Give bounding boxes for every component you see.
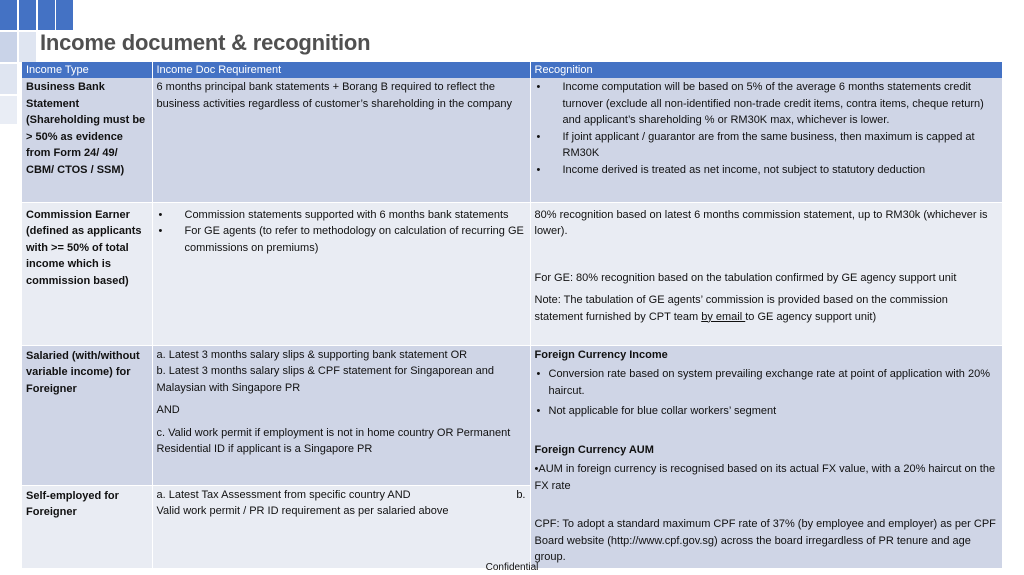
table-header-row xyxy=(22,62,1002,78)
deco-square xyxy=(0,64,17,94)
bullet-icon: • xyxy=(536,405,541,417)
doc-requirement-cell xyxy=(152,485,530,568)
bullet-icon: • xyxy=(536,368,541,380)
deco-square xyxy=(19,32,36,62)
deco-square xyxy=(38,0,55,30)
recognition-cell xyxy=(530,345,1002,568)
requirement-b-label: b. xyxy=(516,488,526,501)
requirement-c: c. Valid work permit if employment is not in home country OR Permanent Residential ID if applicant is a Singapore PR xyxy=(156,426,511,455)
list-item: • Income computation will be based on 5% of the average 6 months statements credit turnover (exclude all non-identified non-trade credit items, contra items, cheque return) and applicant’s shareholding % or RM30K max, whichever is lower. xyxy=(536,81,984,126)
email-link[interactable]: by email xyxy=(701,310,746,323)
bullet-icon: • xyxy=(536,163,541,176)
table-row xyxy=(22,202,1002,345)
foreign-currency-income-heading: Foreign Currency Income xyxy=(534,348,668,361)
recognition-main: 80% recognition based on latest 6 months commission statement, up to RM30k (whichever is lower). xyxy=(534,208,988,237)
recognition-list xyxy=(535,79,998,178)
cpf-text: CPF: To adopt a standard maximum CPF rate of 37% (by employee and employer) as per CPF Board website (http://www.cpf.gov.sg) across the board irregardless of PR tenure and age group. xyxy=(534,518,996,563)
list-item: • Income derived is treated as net income, not subject to statutory deduction xyxy=(535,162,998,179)
doc-requirement-cell xyxy=(152,202,530,345)
bullet-icon: • xyxy=(536,130,541,143)
table-row xyxy=(22,345,1002,485)
income-type-cell: Self-employed for Foreigner xyxy=(22,485,152,568)
deco-square xyxy=(0,0,17,30)
requirement-a-row xyxy=(157,487,526,504)
list-item: • Not applicable for blue collar workers’ segment xyxy=(535,403,998,420)
income-table xyxy=(22,62,1003,569)
foreign-currency-aum-heading: Foreign Currency AUM xyxy=(534,443,654,456)
page-title: Income document & recognition xyxy=(40,30,371,55)
deco-square xyxy=(56,0,73,30)
table-row xyxy=(22,78,1002,202)
requirement-a: a. Latest 3 months salary slips & supporting bank statement OR xyxy=(156,348,468,361)
requirement-b: Valid work permit / PR ID requirement as per salaried above xyxy=(156,505,449,518)
foreign-currency-aum-text: •AUM in foreign currency is recognised based on its actual FX value, with a 20% haircut on the FX rate xyxy=(534,463,996,492)
deco-square xyxy=(19,0,36,30)
foreign-currency-income-list xyxy=(535,366,998,420)
recognition-ge: For GE: 80% recognition based on the tabulation confirmed by GE agency support unit xyxy=(534,271,957,284)
requirement-b: b. Latest 3 months salary slips & CPF statement for Singaporean and Malaysian with Singapore PR xyxy=(156,365,495,394)
requirement-a: a. Latest Tax Assessment from specific country AND xyxy=(156,488,411,501)
recognition-note: Note: The tabulation of GE agents’ commission is provided based on the commission statement furnished by CPT team by email to GE agency support unit) xyxy=(534,294,948,323)
requirement-and: AND xyxy=(156,404,180,416)
footer-confidential: Confidential xyxy=(485,562,539,573)
header-doc-requirement: Income Doc Requirement xyxy=(152,62,530,78)
income-type-cell: Salaried (with/without variable income) for Foreigner xyxy=(22,345,152,485)
bullet-icon: • xyxy=(158,208,163,221)
doc-requirement-cell: 6 months principal bank statements + Borang B required to reflect the business activities regardless of customer’s shareholding in the company xyxy=(152,78,530,202)
list-item: • Commission statements supported with 6 months bank statements xyxy=(157,207,526,224)
deco-square xyxy=(0,32,17,62)
header-recognition: Recognition xyxy=(530,62,1002,78)
header-income-type: Income Type xyxy=(22,62,152,78)
list-item: • Conversion rate based on system prevailing exchange rate at point of application with 20% haircut. xyxy=(536,368,990,397)
deco-square xyxy=(0,96,17,124)
bullet-icon: • xyxy=(158,225,163,237)
recognition-cell xyxy=(530,202,1002,345)
list-item: • If joint applicant / guarantor are from the same business, then maximum is capped at RM30K xyxy=(536,130,975,159)
recognition-cell xyxy=(530,78,1002,202)
income-type-cell: Commission Earner (defined as applicants with >= 50% of total income which is commission based) xyxy=(22,202,152,345)
requirement-list xyxy=(157,207,526,257)
doc-requirement-cell xyxy=(152,345,530,485)
list-item: • For GE agents (to refer to methodology on calculation of recurring GE commissions on premiums) xyxy=(158,225,524,254)
bullet-icon: • xyxy=(536,81,541,93)
income-type-cell: Business Bank Statement (Shareholding must be > 50% as evidence from Form 24/ 49/ CBM/ CTOS / SSM) xyxy=(22,78,152,202)
